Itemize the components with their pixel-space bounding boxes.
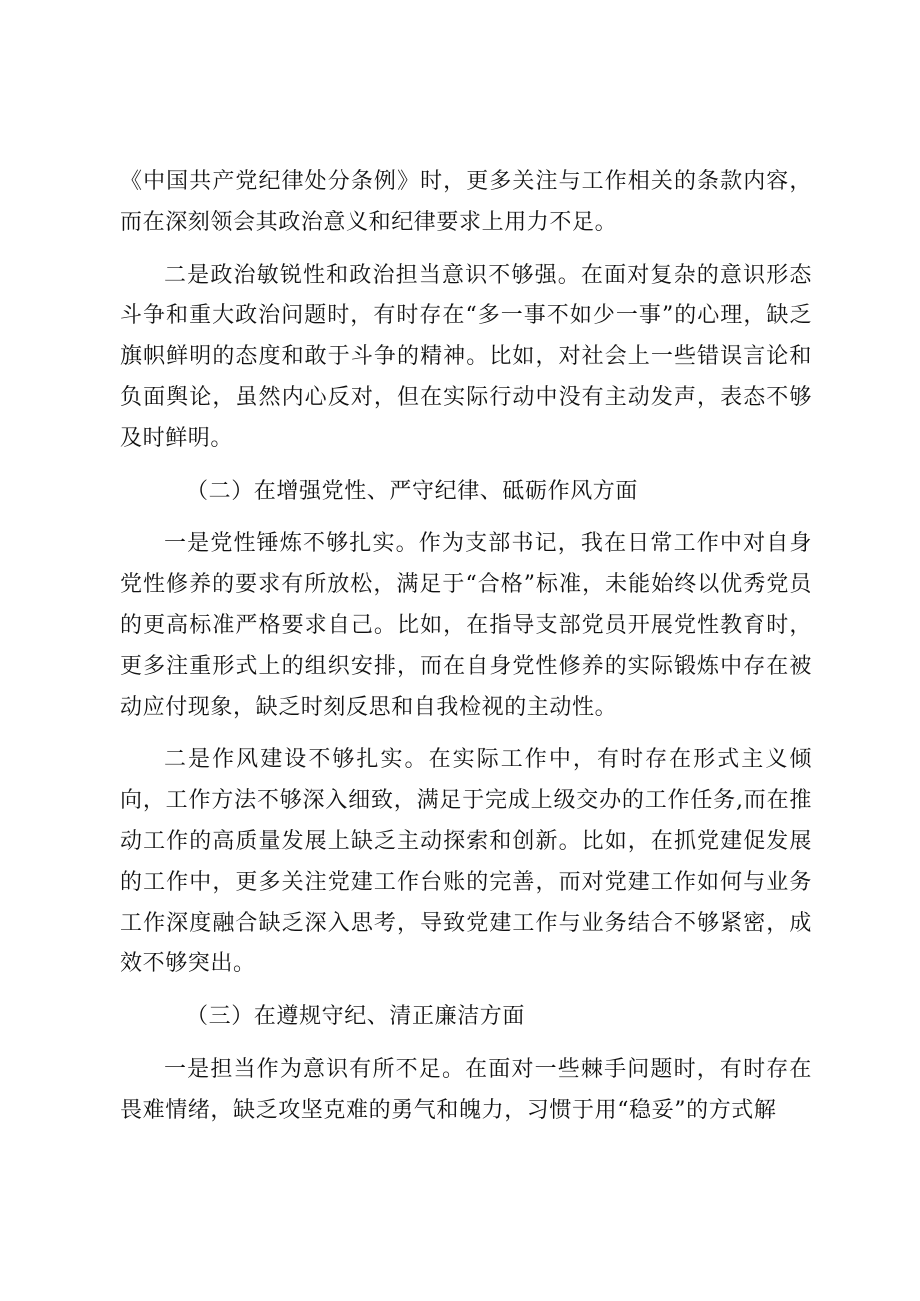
paragraph-party-spirit: 一是党性锤炼不够扎实。作为支部书记，我在日常工作中对自身党性修养的要求有所放松，满足于“合格”标准，未能始终以优秀党员的更高标准严格要求自己。比如，在指导支部党员开展党性教育时，更多注重形式上的组织安排，而在自身党性修养的实际锻炼中存在被动应付现象，缺乏时刻反思和自我检视的主动性。 (120, 531, 812, 720)
paragraph-gap (120, 728, 812, 740)
paragraph-gap (120, 512, 812, 524)
paragraph-gap (120, 985, 812, 997)
paragraph-work-style: 二是作风建设不够扎实。在实际工作中，有时存在形式主义倾向，工作方法不够深入细致，满足于完成上级交办的工作任务,而在推动工作的高质量发展上缺乏主动探索和创新。比如，在抓党建促发展的工作中，更多关注党建工作台账的完善，而对党建工作如何与业务工作深度融合缺乏深入思考，导致党建工作与业务结合不够紧密，成效不够突出。 (120, 747, 812, 977)
paragraph-gap (120, 244, 812, 256)
document-page (120, 162, 812, 1132)
paragraph-responsibility: 一是担当作为意识有所不足。在面对一些棘手问题时，有时存在畏难情绪，缺乏攻坚克难的勇气和魄力，习惯于用“稳妥”的方式解 (120, 1056, 812, 1123)
paragraph-gap (120, 1038, 812, 1050)
paragraph-gap (120, 460, 812, 472)
section-heading-2: （二）在增强党性、严守纪律、砥砺作风方面 (186, 478, 639, 504)
paragraph-continued: 《中国共产党纪律处分条例》时，更多关注与工作相关的条款内容，而在深刻领会其政治意义和纪律要求上用力不足。 (120, 169, 812, 235)
paragraph-political-sensitivity: 二是政治敏锐性和政治担当意识不够强。在面对复杂的意识形态斗争和重大政治问题时，有时存在“多一事不如少一事”的心理，缺乏旗帜鲜明的态度和敢于斗争的精神。比如，对社会上一些错误言论和负面舆论，虽然内心反对，但在实际行动中没有主动发声，表态不够及时鲜明。 (120, 262, 812, 451)
section-heading-3: （三）在遵规守纪、清正廉洁方面 (186, 1004, 526, 1030)
